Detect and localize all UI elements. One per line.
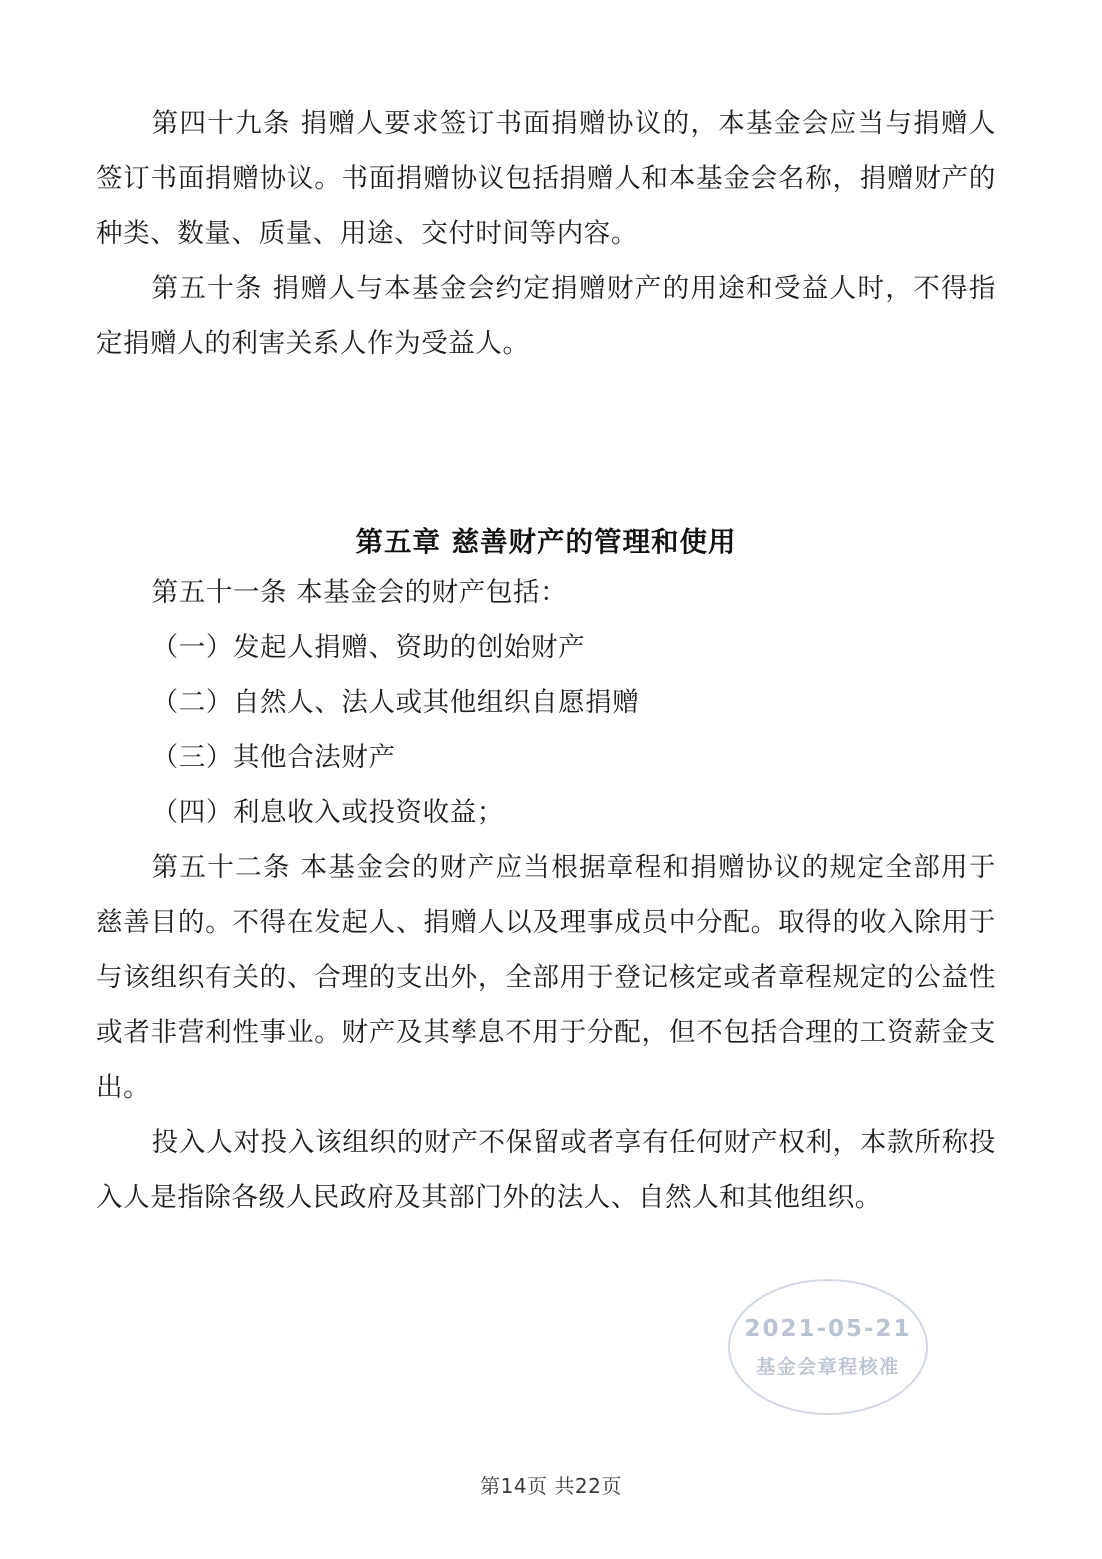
paragraph-article-51-intro: 第五十一条 本基金会的财产包括：	[151, 577, 568, 608]
chapter-heading: 第五章 慈善财产的管理和使用	[355, 526, 737, 558]
list-item: （三）其他合法财产	[151, 742, 396, 773]
paragraph-investor: 投入人对投入该组织的财产不保留或者享有任何财产权利，本款所称投入人是指除各级人民政府及其部门外的法人、自然人和其他组织。	[96, 1127, 996, 1213]
list-item: （四）利息收入或投资收益；	[151, 797, 504, 828]
document-body	[96, 96, 996, 1225]
seal-date: 2021-05-21	[744, 1315, 912, 1342]
seal-text: 基金会章程核准	[756, 1355, 900, 1378]
paragraph-article-50: 第五十条 捐赠人与本基金会约定捐赠财产的用途和受益人时，不得指定捐赠人的利害关系人作为受益人。	[96, 273, 996, 359]
approval-seal	[728, 1279, 928, 1415]
list-item: （一）发起人捐赠、资助的创始财产	[151, 632, 586, 663]
section-spacer	[96, 371, 996, 519]
list-item: （二）自然人、法人或其他组织自愿捐赠	[151, 687, 640, 718]
page-footer: 第14页 共22页	[480, 1474, 622, 1498]
paragraph-article-52: 第五十二条 本基金会的财产应当根据章程和捐赠协议的规定全部用于慈善目的。不得在发起人、捐赠人以及理事成员中分配。取得的收入除用于与该组织有关的、合理的支出外，全部用于登记核定或者章程规定的公益性或者非营利性事业。财产及其孳息不用于分配，但不包括合理的工资薪金支出。	[96, 852, 996, 1103]
paragraph-article-49: 第四十九条 捐赠人要求签订书面捐赠协议的，本基金会应当与捐赠人签订书面捐赠协议。书面捐赠协议包括捐赠人和本基金会名称，捐赠财产的种类、数量、质量、用途、交付时间等内容。	[96, 108, 996, 249]
